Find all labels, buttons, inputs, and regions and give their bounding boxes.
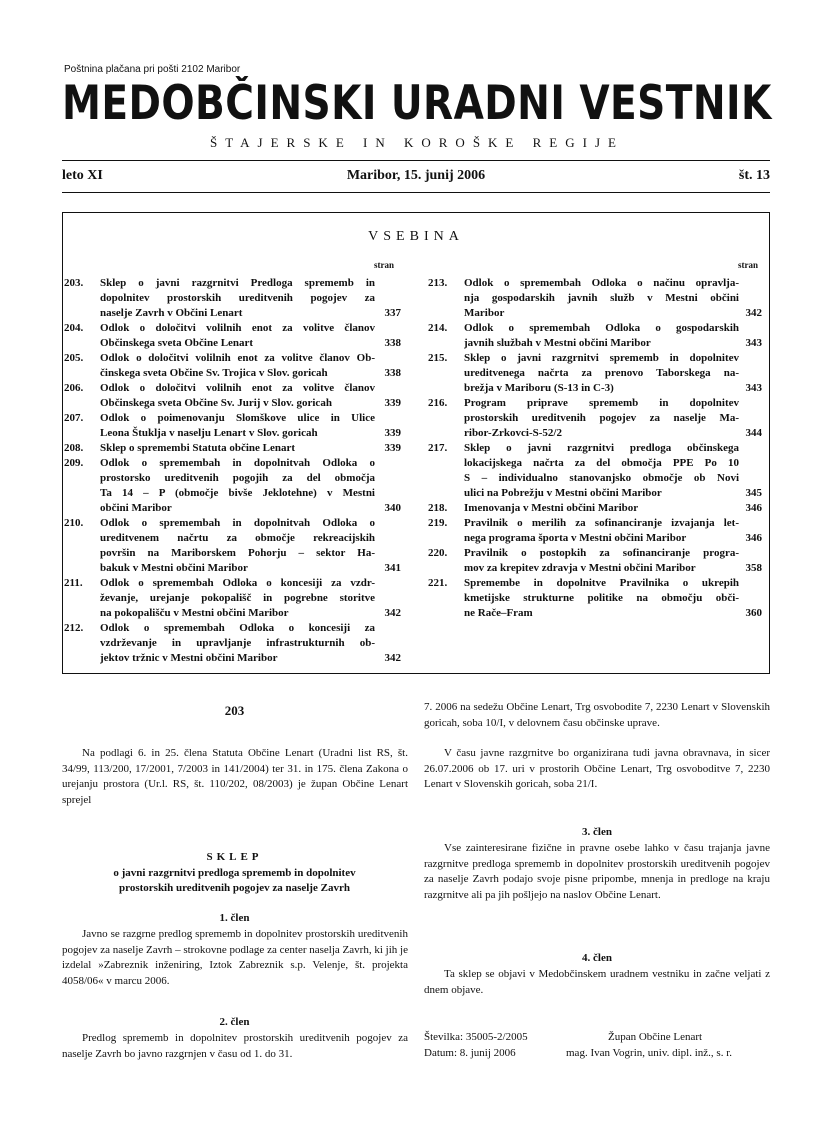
toc-entry[interactable] bbox=[64, 456, 401, 516]
clause-2-heading: 2. člen bbox=[219, 1016, 250, 1028]
clause-4-text: Ta sklep se objavi v Medobčinskem uradnem vestniku in začne veljati z dnem objave. bbox=[424, 968, 770, 996]
toc-entry[interactable] bbox=[64, 351, 401, 381]
toc-entry-title-line: ribor-Zrkovci-S-52/2 bbox=[464, 427, 562, 439]
toc-entry-page: 343 bbox=[745, 382, 762, 394]
toc-entry-title bbox=[464, 516, 739, 546]
toc-left-column bbox=[64, 276, 401, 671]
toc-entry[interactable] bbox=[428, 441, 762, 501]
issue-info bbox=[62, 168, 770, 188]
toc-entry-title bbox=[100, 576, 375, 621]
toc-entry-title-line: površin na Mariborskem Pohorju – sektor Ha- bbox=[100, 547, 375, 559]
toc-entry-title bbox=[100, 276, 375, 321]
toc-entry-page: 346 bbox=[745, 502, 762, 514]
toc-entry-number: 215. bbox=[428, 352, 448, 364]
toc-entry-title-line: vzdrževanje in upravljanje infrastrukturnih ob- bbox=[100, 637, 375, 649]
clause-3-text: Vse zainteresirane fizične in pravne osebe lahko v času trajanja javne razgrnitve predloga sprememb in dopolnitev prostorskih ureditvenih pogojev za naselje Zavrh podajo svoje pisne pripombe, mnenja in predloge na kraju razgrnitve ali pa jih pošljejo na naslov Občine Lenart. bbox=[424, 842, 770, 901]
clause-4-heading: 4. člen bbox=[582, 952, 612, 964]
document-date: Datum: 8. junij 2006 bbox=[424, 1047, 516, 1059]
clause-2-paragraph-2: V času javne razgrnitve bo organizirana tudi javna obravnava, in sicer 26.07.2006 ob 17. uri v prostorih Občine Lenart, Trg osvoboditve 7, 2230 Lenart v Slovenskih goricah, soba 21/I. bbox=[424, 747, 770, 790]
toc-entry-title bbox=[464, 576, 739, 621]
toc-entry-title bbox=[100, 411, 375, 441]
toc-entry-title-line: Pravilnik o postopkih za sofinanciranje progra- bbox=[464, 547, 739, 559]
toc-entry-number: 206. bbox=[64, 382, 84, 394]
toc-entry-page: 341 bbox=[384, 562, 401, 574]
signer-name: mag. Ivan Vogrin, univ. dipl. inž., s. r. bbox=[566, 1047, 733, 1059]
toc-entry-title-line: Maribor bbox=[464, 307, 505, 319]
toc-entry[interactable] bbox=[64, 411, 401, 441]
toc-entry-page: 358 bbox=[745, 562, 762, 574]
toc-entry[interactable] bbox=[64, 576, 401, 621]
issue-date: Maribor, 15. junij 2006 bbox=[346, 168, 486, 183]
toc-entry-title-line: nja gospodarskih javnih služb v Mestni občini bbox=[464, 292, 739, 304]
toc-entry-title-line: Odlok o določitvi volilnih enot za volitve članov bbox=[100, 382, 375, 394]
toc-entry[interactable] bbox=[428, 351, 762, 396]
toc-entry-page: 345 bbox=[745, 487, 762, 499]
toc-entry-title-line: Odlok o poimenovanju Slomškove ulice in Ulice bbox=[100, 412, 375, 424]
toc-entry-number: 218. bbox=[428, 502, 448, 514]
toc-entry-number: 211. bbox=[64, 577, 83, 589]
toc-entry-title-line: Sklep o javni razgrnitvi Predloga sprememb in bbox=[100, 277, 375, 289]
toc-entry[interactable] bbox=[64, 516, 401, 576]
toc-entry-page: 360 bbox=[745, 607, 762, 619]
toc-entry-title bbox=[464, 321, 739, 351]
toc-entry-title-line: ureditvenega načrta za prenovo Taborskega na- bbox=[464, 367, 739, 379]
toc-right-column bbox=[428, 276, 762, 671]
toc-entry-title-line: kmetijske strukturne politike na območju obči- bbox=[464, 592, 739, 604]
toc-entry-page: 339 bbox=[384, 427, 401, 439]
toc-entry-title-line: činskega sveta Občine Sv. Trojica v Slov. goricah bbox=[100, 367, 328, 379]
toc-entry-page: 346 bbox=[745, 532, 762, 544]
toc-entry-title-line: na pokopališču v Mestni občini Maribor bbox=[100, 607, 289, 619]
toc-entry-title-line: Sklep o javni razgrnitvi predloga občinskega bbox=[464, 442, 739, 454]
toc-entry-number: 204. bbox=[64, 322, 84, 334]
toc-entry-title bbox=[100, 621, 375, 666]
masthead bbox=[62, 78, 772, 130]
toc-entry-page: 343 bbox=[745, 337, 762, 349]
signer-title: Župan Občine Lenart bbox=[608, 1031, 703, 1043]
toc-entry-title-line: prostorsko ureditvenih pogojih za del območja bbox=[100, 472, 375, 484]
toc-entry-title-line: Občinskega sveta Občine Sv. Jurij v Slov. goricah bbox=[100, 397, 332, 409]
toc-entry-page: 337 bbox=[384, 307, 401, 319]
toc-entry-page: 344 bbox=[745, 427, 762, 439]
clause-2-text: Predlog sprememb in dopolnitev prostorskih ureditvenih pogojev za naselje Zavrh bo javno razgrnjen v času od 1. do 31. bbox=[62, 1032, 408, 1060]
toc-entry-title-line: javnih službah v Mestni občini Maribor bbox=[464, 337, 651, 349]
toc-entry-number: 210. bbox=[64, 517, 84, 529]
clause-1-heading: 1. člen bbox=[219, 912, 250, 924]
toc-entry-number: 217. bbox=[428, 442, 448, 454]
toc-entry-number: 208. bbox=[64, 442, 84, 454]
toc-entry-title bbox=[100, 351, 375, 381]
toc-entry[interactable] bbox=[64, 321, 401, 351]
toc-entry-page: 338 bbox=[384, 367, 401, 379]
clause-1-text: Javno se razgrne predlog sprememb in dopolnitev prostorskih ureditvenih pogojev za naselje Zavrh – strokovne podlage za center naselja Zavrh, ki jih je izdelal »Zabreznik inženiring, Iztok Zabreznik s.p. Velenje, št. projekta 4058/06« v marcu 2006. bbox=[62, 928, 408, 987]
toc-entry-title-line: Program priprave sprememb in dopolnitev bbox=[464, 397, 739, 409]
toc-entry-title-line: ulici na Pobrežju v Mestni občini Maribor bbox=[464, 487, 662, 499]
toc-entry-title bbox=[100, 516, 375, 576]
toc-entry-title-line: Odlok o določitvi volilnih enot za volitve članov Ob- bbox=[100, 352, 375, 364]
toc-entry-title bbox=[464, 441, 739, 501]
clause-2-continuation: 7. 2006 na sedežu Občine Lenart, Trg osvobodite 7, 2230 Lenart v Slovenskih goricah, soba 10/I, v delovnem času občinske uprave. bbox=[424, 701, 770, 729]
toc-entry-title-line: lokacijskega načrta za del območja PPE Po 10 bbox=[464, 457, 739, 469]
toc-entry-number: 220. bbox=[428, 547, 448, 559]
toc-entry-title-line: brežja v Mariboru (S-13 in C-3) bbox=[464, 382, 614, 394]
toc-entry-title-line: ževanje, urejanje pokopališč in pogrebne storitve bbox=[100, 592, 375, 604]
toc-entry-title bbox=[100, 441, 375, 456]
toc-entry-title-line: naselje Zavrh v Občini Lenart bbox=[100, 307, 243, 319]
toc-entry[interactable] bbox=[64, 441, 401, 456]
toc-entry[interactable] bbox=[428, 546, 762, 576]
toc-entry[interactable] bbox=[64, 621, 401, 666]
toc-entry-number: 209. bbox=[64, 457, 84, 469]
toc-entry-title-line: Odlok o spremembah Odloka o načinu opravlja- bbox=[464, 277, 739, 289]
toc-entry-title-line: Odlok o spremembah Odloka o gospodarskih bbox=[464, 322, 739, 334]
decision-title-line-1: o javni razgrnitvi predloga sprememb in dopolnitev bbox=[113, 867, 356, 879]
toc-entry-number: 214. bbox=[428, 322, 448, 334]
decision-type: SKLEP bbox=[206, 851, 263, 863]
article-number: 203 bbox=[224, 703, 245, 718]
toc-entry-title-line: nega programa športa v Mestni občini Maribor bbox=[464, 532, 687, 544]
toc-entry-number: 207. bbox=[64, 412, 84, 424]
toc-entry-title-line: Pravilnik o merilih za sofinanciranje izvajanja let- bbox=[464, 517, 739, 529]
toc-entry-title-line: Odlok o spremembah in dopolnitvah Odloka o bbox=[100, 517, 375, 529]
toc-entry-title-line: prostorskih ureditvenih pogojev za naselje Ma- bbox=[464, 412, 739, 424]
toc-entry-title bbox=[464, 351, 739, 396]
clause-3-heading: 3. člen bbox=[582, 826, 612, 838]
toc-entry-page: 342 bbox=[745, 307, 762, 319]
toc-entry-title-line: Odlok o določitvi volilnih enot za volitve članov bbox=[100, 322, 375, 334]
toc-entry[interactable] bbox=[428, 516, 762, 546]
toc-entry-title-line: mov za krepitev zdravja v Mestni občini Maribor bbox=[464, 562, 696, 574]
masthead-subtitle: ŠTAJERSKE IN KOROŠKE REGIJE bbox=[210, 135, 624, 150]
toc-entry-title-line: občini Maribor bbox=[100, 502, 172, 514]
toc-entry-title-line: dopolnitev prostorskih ureditvenih pogojev za bbox=[100, 292, 375, 304]
article-intro: Na podlagi 6. in 25. člena Statuta Občine Lenart (Uradni list RS, št. 34/99, 113/200, 17/2001, 7/2003 in 141/2004) ter 31. in 175. člena Zakona o urejanju prostora (Ur.l. RS, št. 110/202, 08/2003) je župan Občine Lenart sprejel bbox=[62, 747, 408, 806]
toc-entry-title bbox=[100, 456, 375, 516]
toc-right-page-label: stran bbox=[738, 260, 758, 270]
toc-entry-title-line: Odlok o spremembah Odloka o koncesiji za bbox=[100, 622, 375, 634]
toc-entry-title-line: Odlok o spremembah Odloka o koncesiji za vzdr- bbox=[100, 577, 375, 589]
decision-title-line-2: prostorskih ureditvenih pogojev za naselje Zavrh bbox=[119, 882, 350, 894]
header-rule-bottom bbox=[62, 192, 770, 193]
toc-entry-title-line: Odlok o spremembah in dopolnitvah Odloka o bbox=[100, 457, 375, 469]
toc-entry-title-line: ne Rače–Fram bbox=[464, 607, 533, 619]
toc-entry-number: 212. bbox=[64, 622, 84, 634]
toc-entry-title-line: Ta 14 – P (območje bivše Jeklotehne) v Mestni bbox=[100, 487, 375, 499]
toc-left-page-label: stran bbox=[374, 260, 394, 270]
toc-entry-page: 340 bbox=[384, 502, 401, 514]
toc-entry-number: 216. bbox=[428, 397, 448, 409]
toc-entry-page: 339 bbox=[384, 397, 401, 409]
toc-entry-title-line: bakuk v Mestni občini Maribor bbox=[100, 562, 248, 574]
toc-entry-title-line: S – individualno stanovanjsko območje ob Novi bbox=[464, 472, 739, 484]
toc-title: VSEBINA bbox=[368, 229, 464, 244]
toc-entry[interactable] bbox=[64, 276, 401, 321]
toc-entry-title-line: Občinskega sveta Občine Lenart bbox=[100, 337, 254, 349]
toc-entry-number: 203. bbox=[64, 277, 84, 289]
issue-year: leto XI bbox=[62, 168, 103, 183]
toc-entry-title-line: ureditvenem načrtu za območje rekreacijskih bbox=[100, 532, 375, 544]
toc-entry-title bbox=[464, 546, 739, 576]
issue-number: št. 13 bbox=[738, 168, 770, 183]
toc-entry[interactable] bbox=[428, 276, 762, 321]
toc-entry[interactable] bbox=[428, 501, 762, 516]
toc-entry[interactable] bbox=[428, 396, 762, 441]
toc-entry-number: 213. bbox=[428, 277, 448, 289]
document-number: Številka: 35005-2/2005 bbox=[424, 1031, 528, 1043]
toc-entry-title-line: Leona Štuklja v naselju Lenart v Slov. goricah bbox=[100, 427, 318, 439]
postage-note: Poštnina plačana pri pošti 2102 Maribor bbox=[64, 64, 241, 75]
toc-entry-title bbox=[464, 501, 739, 516]
toc-entry[interactable] bbox=[428, 321, 762, 351]
toc-entry-title-line: Imenovanja v Mestni občini Maribor bbox=[464, 502, 639, 514]
toc-entry-page: 339 bbox=[384, 442, 401, 454]
toc-entry-title bbox=[464, 396, 739, 441]
toc-entry[interactable] bbox=[428, 576, 762, 621]
toc-entry-number: 221. bbox=[428, 577, 448, 589]
toc-entry-title-line: Spremembe in dopolnitve Pravilnika o ukrepih bbox=[464, 577, 739, 589]
toc-entry-page: 338 bbox=[384, 337, 401, 349]
masthead-title: MEDOBČINSKI URADNI VESTNIK bbox=[62, 76, 772, 131]
toc-entry-title bbox=[100, 321, 375, 351]
toc-entry-title-line: Sklep o spremembi Statuta občine Lenart bbox=[100, 442, 296, 454]
toc-entry-title-line: Sklep o javni razgrnitvi sprememb in dopolnitev bbox=[464, 352, 739, 364]
toc-entry-number: 219. bbox=[428, 517, 448, 529]
toc-entry[interactable] bbox=[64, 381, 401, 411]
header-rule-top bbox=[62, 160, 770, 161]
toc-entry-page: 342 bbox=[384, 607, 401, 619]
toc-entry-title-line: jektov tržnic v Mestni občini Maribor bbox=[100, 652, 278, 664]
toc-entry-title bbox=[100, 381, 375, 411]
toc-entry-title bbox=[464, 276, 739, 321]
toc-entry-number: 205. bbox=[64, 352, 84, 364]
toc-entry-page: 342 bbox=[384, 652, 401, 664]
